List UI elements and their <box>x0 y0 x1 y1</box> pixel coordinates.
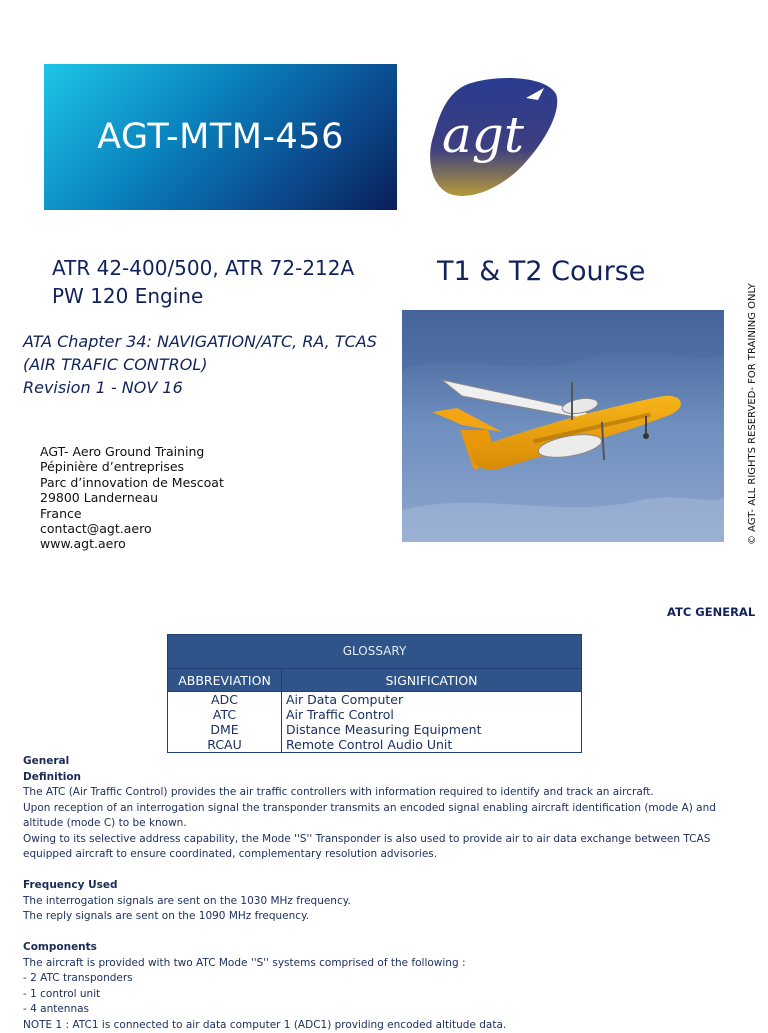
table-row <box>168 707 582 722</box>
glossary-table <box>167 634 582 753</box>
heading-definition: Definition <box>23 770 743 786</box>
address-line: Parc d’innovation de Mescoat <box>40 475 224 490</box>
logo-lettering: agt <box>442 106 525 164</box>
signification-cell: Distance Measuring Equipment <box>282 722 582 737</box>
aircraft-photo <box>402 310 724 542</box>
abbreviation-cell: DME <box>168 722 282 737</box>
glossary-title: GLOSSARY <box>168 635 582 669</box>
paragraph: The interrogation signals are sent on the 1030 MHz frequency. <box>23 894 743 910</box>
list-item: - 1 control unit <box>23 987 743 1003</box>
signification-cell: Remote Control Audio Unit <box>282 737 582 753</box>
body-text <box>23 754 743 1033</box>
chapter-info <box>23 330 377 399</box>
heading-frequency: Frequency Used <box>23 878 743 894</box>
address-line: Pépinière d’entreprises <box>40 459 224 474</box>
title-banner <box>44 64 397 210</box>
revision: Revision 1 - NOV 16 <box>23 376 377 399</box>
address-country: France <box>40 506 224 521</box>
company-address <box>40 444 224 552</box>
chapter-subtitle: (AIR TRAFIC CONTROL) <box>23 353 377 376</box>
abbreviation-cell: RCAU <box>168 737 282 753</box>
signification-cell: Air Traffic Control <box>282 707 582 722</box>
table-row <box>168 737 582 753</box>
abbreviation-cell: ADC <box>168 692 282 708</box>
contact-email: contact@agt.aero <box>40 521 224 536</box>
signification-cell: Air Data Computer <box>282 692 582 708</box>
list-item: - 2 ATC transponders <box>23 971 743 987</box>
paragraph: The aircraft is provided with two ATC Mode ''S'' systems comprised of the following : <box>23 956 743 972</box>
table-row <box>168 692 582 708</box>
course-title: T1 & T2 Course <box>437 256 645 287</box>
paragraph: The reply signals are sent on the 1090 MHz frequency. <box>23 909 743 925</box>
chapter-title: ATA Chapter 34: NAVIGATION/ATC, RA, TCAS <box>23 330 377 353</box>
address-line: 29800 Landerneau <box>40 490 224 505</box>
paragraph: Upon reception of an interrogation signal the transponder transmits an encoded signal enabling aircraft identification (mode A) and altitude (mode C) to be known. <box>23 801 743 832</box>
table-row <box>168 722 582 737</box>
aircraft-types: ATR 42-400/500, ATR 72-212A <box>52 254 354 282</box>
website: www.agt.aero <box>40 536 224 551</box>
note: NOTE 1 : ATC1 is connected to air data computer 1 (ADC1) providing encoded altitude data. <box>23 1018 743 1033</box>
paragraph: Owing to its selective address capability, the Mode ''S'' Transponder is also used to provide air to air data exchange between TCAS equipped aircraft to ensure coordinated, complementary resolution advisories. <box>23 832 743 863</box>
paragraph: The ATC (Air Traffic Control) provides the air traffic controllers with information required to identify and track an aircraft. <box>23 785 743 801</box>
engine-type: PW 120 Engine <box>52 282 354 310</box>
abbreviation-cell: ATC <box>168 707 282 722</box>
agt-logo <box>428 76 560 200</box>
copyright-notice: © AGT- ALL RIGHTS RESERVED- FOR TRAINING ONLY <box>747 245 758 545</box>
document-code: AGT-MTM-456 <box>97 117 344 157</box>
aircraft-models <box>52 254 354 310</box>
column-header-signification: SIGNIFICATION <box>282 669 582 692</box>
heading-components: Components <box>23 940 743 956</box>
heading-general: General <box>23 754 743 770</box>
section-title: ATC GENERAL <box>667 605 755 619</box>
company-name: AGT- Aero Ground Training <box>40 444 224 459</box>
column-header-abbreviation: ABBREVIATION <box>168 669 282 692</box>
list-item: - 4 antennas <box>23 1002 743 1018</box>
